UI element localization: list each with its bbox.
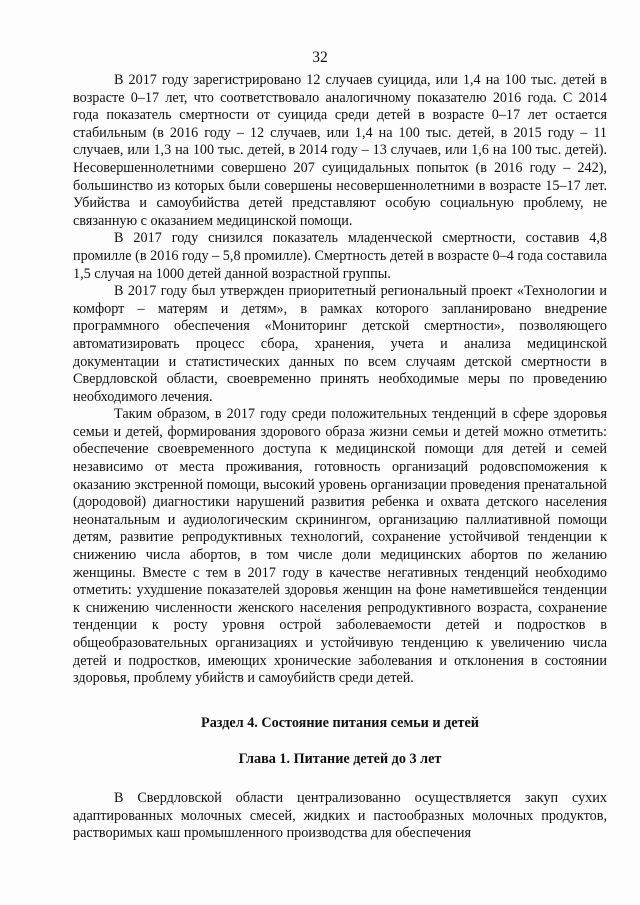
- paragraph-regional-project: В 2017 году был утвержден приоритетный региональный проект «Технологии и комфорт – матерям и детям», в рамках которого запланировано внедрение программного обеспечения «Мониторинг детской смертности», позволяющего автоматизировать процесс сбора, хранения, учета и анализа медицинской документации и статистических данных по всем случаям детской смертности в Свердловской области, своевременно принять необходимые меры по проведению необходимого лечения.: [73, 283, 607, 405]
- document-body: [73, 72, 607, 843]
- paragraph-suicide-statistics: В 2017 году зарегистрировано 12 случаев суицида, или 1,4 на 100 тыс. детей в возрасте 0–17 лет, что соответствовало аналогичному показателю 2016 года. С 2014 года показатель смертности от суицида среди детей в возрасте 0–17 лет остается стабильным (в 2016 году – 12 случаев, или 1,4 на 100 тыс. детей, в 2015 году – 11 случаев, или 1,3 на 100 тыс. детей, в 2014 году – 13 случаев, или 1,6 на 100 тыс. детей). Несовершеннолетними совершено 207 суицидальных попыток (в 2016 году – 242), большинство из которых были совершены несовершеннолетними в возрасте 15–17 лет. Убийства и самоубийства детей представляют особую социальную проблему, не связанную с оказанием медицинской помощи.: [73, 72, 607, 229]
- chapter-heading: Глава 1. Питание детей до 3 лет: [238, 751, 442, 768]
- paragraph-infant-mortality: В 2017 году снизился показатель младенческой смертности, составив 4,8 промилле (в 2016 году – 5,8 промилле). Смертность детей в возрасте 0–4 года составила 1,5 случая на 1000 детей данной возрастной группы.: [73, 230, 607, 282]
- paragraph-summary-trends: Таким образом, в 2017 году среди положительных тенденций в сфере здоровья семьи и детей, формирования здорового образа жизни семьи и детей можно отметить: обеспечение своевременного доступа к медицинской помощи для детей и семей независимо от места проживания, готовность организаций родовспоможения к оказанию экстренной помощи, высокий уровень организации проведения пренатальной (дородовой) диагностики нарушений развития ребенка и охвата детского населения неонатальным и аудиологическим скринингом, организацию паллиативной помощи детям, развитие репродуктивных технологий, сохранение устойчивой тенденции к снижению числа абортов, в том числе доли медицинских абортов по желанию женщины. Вместе с тем в 2017 году в качестве негативных тенденций необходимо отметить: ухудшение показателей здоровья женщин на фоне наметившейся тенденции к снижению численности женского населения репродуктивного возраста, сохранение тенденции к росту уровня острой заболеваемости детей и подростков в общеобразовательных организациях и устойчивую тенденцию к увеличению числа детей и подростков, имеющих хронические заболевания и отклонения в состоянии здоровья, проблему убийств и самоубийств среди детей.: [73, 406, 607, 687]
- page-number: 32: [312, 49, 328, 66]
- paragraph-child-nutrition: В Свердловской области централизованно осуществляется закуп сухих адаптированных молочных смесей, жидких и пастообразных молочных продуктов, растворимых каш промышленного производства для обеспечения: [73, 789, 607, 842]
- section-heading: Раздел 4. Состояние питания семьи и детей: [201, 714, 479, 731]
